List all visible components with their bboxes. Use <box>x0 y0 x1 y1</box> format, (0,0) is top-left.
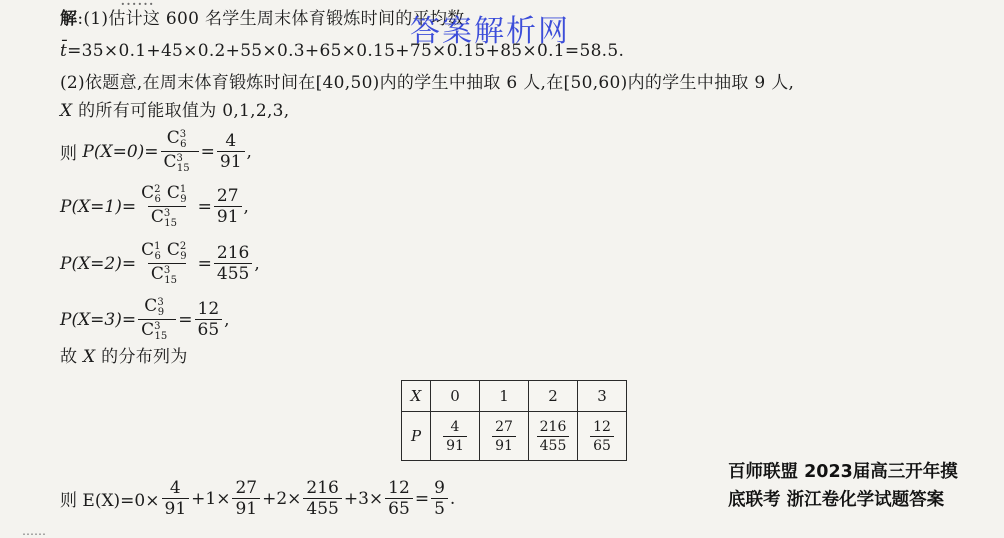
combination-fraction-1: $\frac{C^2_6 C^1_9}{C^3_{15}}$ <box>141 183 187 229</box>
then-word: 则 <box>60 144 77 164</box>
table-header-p: P <box>402 412 431 461</box>
possible-values-text: 的所有可能取值为 0,1,2,3, <box>72 101 290 121</box>
prob-lhs-0: P(X=0)= <box>82 141 159 162</box>
prob-lhs-2: P(X=2)= <box>60 253 137 274</box>
table-cell: $\frac{27}{91}$ <box>480 412 529 461</box>
prob-line-1: P(X=1)= $\frac{C^2_6 C^1_9}{C^3_{15}}$ = $\frac{27}{91}$ , <box>60 183 249 229</box>
prob-lhs-1: P(X=1)= <box>60 196 137 217</box>
table-row <box>402 381 627 412</box>
source-banner <box>728 458 998 514</box>
top-cropped-text: …… <box>120 0 154 10</box>
combination-fraction-0: $\frac{C^3_6}{C^3_{15}}$ <box>161 128 199 175</box>
expectation-prefix: 则 E(X)=0× <box>60 491 160 511</box>
table-cell: 2 <box>529 381 578 412</box>
banner-line-1: 百师联盟 2023届高三开年摸 <box>728 462 958 482</box>
table-cell: 3 <box>578 381 627 412</box>
prob-line-3: P(X=3)= $\frac{C^3_9}{C^3_{15}}$ = $\frac{12}{65}$ , <box>60 296 230 342</box>
prob-result-0: $\frac{4}{91}$ <box>217 131 245 172</box>
prob-lhs-3: P(X=3)= <box>60 309 137 330</box>
solution-label: 解 <box>60 9 78 29</box>
variable-x: X <box>60 101 73 121</box>
mean-symbol: t̄ <box>60 41 68 61</box>
watermark-text: 答案解析网 <box>410 14 570 49</box>
table-cell: $\frac{4}{91}$ <box>431 412 480 461</box>
expectation-line: 则 E(X)=0× $\frac{4}{91}$ +1× $\frac{27}{91}$ +2× $\frac{216}{455}$ +3× $\frac{12}{65}$ = $\frac{9}{5}$ . <box>60 478 456 519</box>
part2-line2 <box>60 100 290 122</box>
combination-fraction-3: $\frac{C^3_9}{C^3_{15}}$ <box>138 296 176 343</box>
table-cell: 1 <box>480 381 529 412</box>
prob-line-2: P(X=2)= $\frac{C^1_6 C^2_9}{C^3_{15}}$ = $\frac{216}{455}$ , <box>60 240 260 286</box>
prob-result-3: $\frac{12}{65}$ <box>195 299 223 340</box>
banner-line-2: 底联考 浙江卷化学试题答案 <box>728 490 945 510</box>
prob-result-1: $\frac{27}{91}$ <box>214 186 242 227</box>
part2-line1: (2)依题意,在周末体育锻炼时间在[40,50)内的学生中抽取 6 人,在[50,60)内的学生中抽取 9 人, <box>60 73 795 93</box>
table-row <box>402 412 627 461</box>
table-cell: $\frac{12}{65}$ <box>578 412 627 461</box>
table-header-x: X <box>402 381 431 412</box>
combination-fraction-2: $\frac{C^1_6 C^2_9}{C^3_{15}}$ <box>141 240 187 286</box>
table-cell: 0 <box>431 381 480 412</box>
mean-formula: =35×0.1+45×0.2+55×0.3+65×0.15+75×0.15+85×0.1=58.5. <box>67 41 625 61</box>
distribution-intro: 故 X 的分布列为 <box>60 347 188 367</box>
expectation-result: $\frac{9}{5}$ <box>431 478 448 519</box>
part1-line <box>60 8 464 30</box>
table-cell: $\frac{216}{455}$ <box>529 412 578 461</box>
distribution-table <box>401 380 627 461</box>
part1-text: :(1)估计这 600 名学生周末体育锻炼时间的平均数 <box>77 9 465 29</box>
prob-result-2: $\frac{216}{455}$ <box>214 243 252 284</box>
prob-line-0: 则 P(X=0)= $\frac{C^3_6}{C^3_{15}}$ = $\frac{4}{91}$ , <box>60 128 252 174</box>
bottom-cropped-text: …… <box>22 524 46 538</box>
